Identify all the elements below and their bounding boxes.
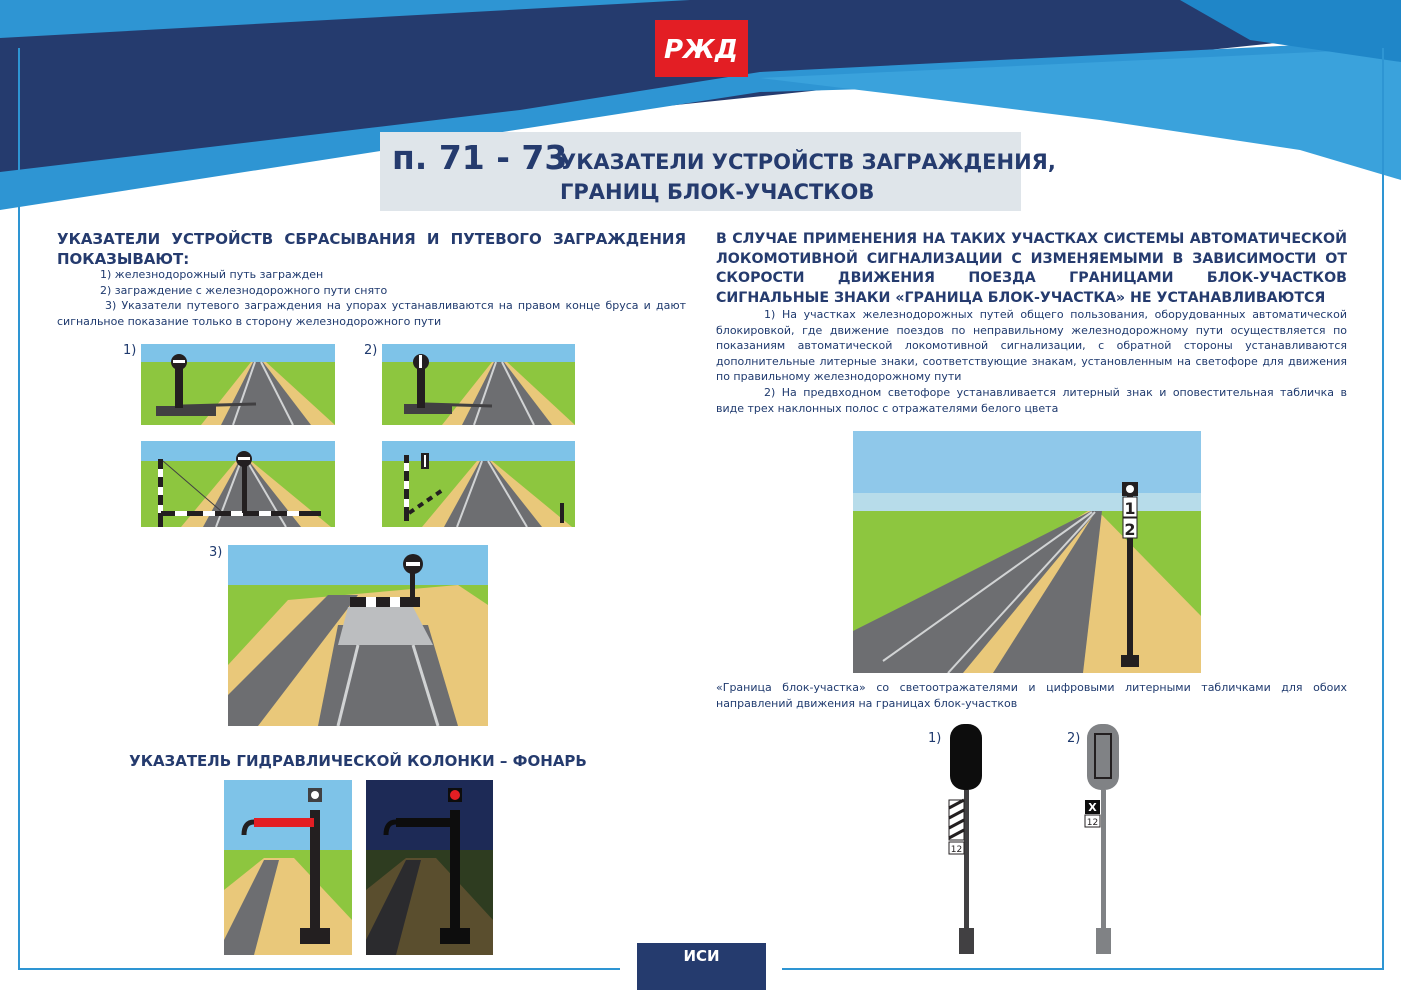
right-para-2: 2) На предвходном светофоре устанавливается литерный знак и оповестительная табличка в виде трех наклонных полос с отражателями белого цвета	[716, 386, 1347, 415]
figure-label-2: 2)	[364, 343, 378, 358]
signal-label-1: 1)	[928, 731, 942, 746]
barrier-open-scene	[382, 441, 575, 527]
derailer-open-scene	[382, 344, 575, 425]
block-boundary-caption: «Граница блок-участка» со светоотражателями и цифровыми литерными табличками для обоих направлений движения на границах блок-участков	[716, 681, 1347, 710]
block-boundary-scene	[853, 431, 1201, 673]
hydrant-heading: УКАЗАТЕЛЬ ГИДРАВЛИЧЕСКОЙ КОЛОНКИ – ФОНАРЬ	[129, 752, 587, 770]
figure-label-1: 1)	[123, 343, 137, 358]
barrier-closed-scene	[141, 441, 335, 527]
sig2-plate: 12	[1086, 818, 1099, 828]
page-title-number: п. 71 - 73	[392, 138, 568, 177]
hydrant-day-scene	[224, 780, 352, 955]
left-item-1: 1) железнодорожный путь загражден	[100, 268, 324, 281]
figure-label-3: 3)	[209, 545, 223, 560]
sig2-x-plate: X	[1088, 801, 1097, 814]
signal-label-2: 2)	[1067, 731, 1081, 746]
signal-black-mast	[940, 722, 994, 956]
footer-tab-label: ИСИ	[683, 947, 720, 965]
signal-grey-mast	[1079, 722, 1129, 956]
derailer-closed-scene	[141, 344, 335, 425]
left-item-2: 2) заграждение с железнодорожного пути снято	[100, 284, 388, 297]
left-heading: УКАЗАТЕЛИ УСТРОЙСТВ СБРАСЫВАНИЯ И ПУТЕВОГО ЗАГРАЖДЕНИЯ ПОКАЗЫВАЮТ:	[57, 230, 686, 268]
buffer-stop-scene	[228, 545, 488, 726]
sign-digit-2: 2	[1124, 520, 1136, 539]
page-title-line1: УКАЗАТЕЛИ УСТРОЙСТВ ЗАГРАЖДЕНИЯ,	[560, 150, 1056, 174]
sig1-plate: 12	[950, 845, 963, 855]
logo-text: РЖД	[663, 35, 739, 65]
hydrant-night-scene	[366, 780, 493, 955]
rzd-logo	[655, 20, 748, 77]
sign-digit-1: 1	[1124, 499, 1136, 518]
left-item-3: 3) Указатели путевого заграждения на упорах устанавливаются на правом конце бруса и дают сигнальное показание только в сторону железнодорожного пути	[57, 299, 686, 328]
right-para-1: 1) На участках железнодорожных путей общего пользования, оборудованных автоматической блокировкой, где движение поездов по неправильному железнодорожному пути осуществляется по показаниям автоматической локомотивной сигнализации, с обратной стороны устанавливаются дополнительные литерные знаки, соответствующие знакам, установленным на светофоре для движения по правильному железнодорожному пути	[716, 308, 1347, 383]
right-heading: В СЛУЧАЕ ПРИМЕНЕНИЯ НА ТАКИХ УЧАСТКАХ СИСТЕМЫ АВТОМАТИЧЕСКОЙ ЛОКОМОТИВНОЙ СИГНАЛИЗАЦИИ С ИЗМЕНЯЕМЫМИ В ЗАВИСИМОСТИ ОТ СКОРОСТИ ДВИЖЕНИЯ ПОЕЗДА ГРАНИЦАМИ БЛОК-УЧАСТКОВ СИГНАЛЬНЫЕ ЗНАКИ «ГРАНИЦА БЛОК-УЧАСТКА» НЕ УСТАНАВЛИВАЮТСЯ	[716, 231, 1347, 306]
page-title-line2: ГРАНИЦ БЛОК-УЧАСТКОВ	[560, 180, 875, 204]
